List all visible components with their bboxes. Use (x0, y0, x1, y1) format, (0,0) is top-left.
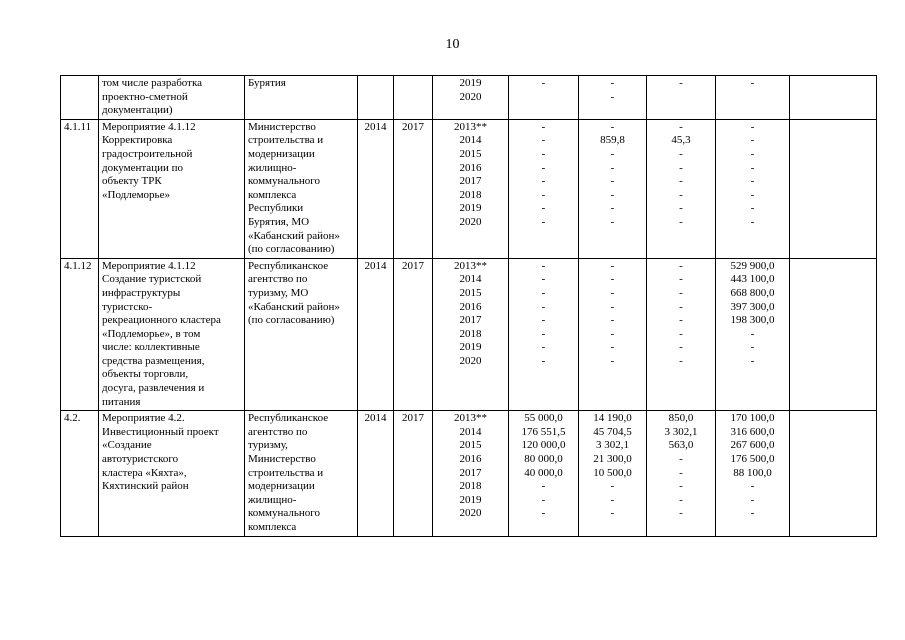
funding-value: - (610, 147, 615, 160)
funding-value: - (541, 259, 546, 272)
funding-value: 859,8 (600, 134, 625, 147)
measure-executor (245, 258, 358, 411)
executor-line: комплекса (248, 188, 297, 201)
measure-number (61, 76, 99, 120)
funding-value: - (750, 341, 755, 354)
start-year: 2014 (358, 119, 394, 258)
funding-value: - (541, 286, 546, 299)
funding-value: - (541, 215, 546, 228)
measure-name (99, 119, 245, 258)
start-year: 2014 (358, 258, 394, 411)
funding-value: 45,3 (671, 134, 691, 147)
executor-line: модернизации (248, 147, 315, 160)
executor-line: туризму, МО (248, 286, 309, 299)
funding-value: - (541, 354, 546, 367)
executor-line: Республиканское (248, 412, 329, 425)
funding-value: - (679, 453, 683, 466)
funding-value: - (610, 202, 615, 215)
measure-name-line: Мероприятие 4.2. (102, 412, 185, 425)
funding-value: - (610, 507, 615, 520)
measure-name-line: Мероприятие 4.1.12 (102, 120, 196, 133)
financing-year: 2017 (459, 314, 482, 327)
funding-value: - (750, 327, 755, 340)
funding-value: - (541, 161, 546, 174)
funding-column-2 (579, 258, 647, 411)
measure-name (99, 76, 245, 120)
measure-number: 4.1.12 (61, 258, 99, 411)
funding-value: - (679, 202, 683, 215)
funding-value: 529 900,0 (730, 259, 775, 272)
financing-year: 2014 (459, 273, 482, 286)
funding-value: - (541, 134, 546, 147)
executor-line: (по согласованию) (248, 243, 335, 256)
funding-value: - (679, 341, 683, 354)
funding-value: 443 100,0 (730, 273, 775, 286)
financing-year: 2020 (459, 215, 482, 228)
funding-value: - (679, 188, 683, 201)
funding-value: - (750, 507, 755, 520)
funding-column-1 (509, 76, 579, 120)
end-year: 2017 (394, 119, 433, 258)
measure-name-line: «Создание (102, 439, 152, 452)
funding-value: - (541, 493, 546, 506)
funding-value: 397 300,0 (730, 300, 775, 313)
funding-value: - (541, 188, 546, 201)
funding-value: 316 600,0 (730, 425, 775, 438)
funding-value: - (610, 175, 615, 188)
measure-name-line: Инвестиционный проект (102, 425, 219, 438)
executor-line: Министерство (248, 453, 316, 466)
funding-value: - (750, 134, 755, 147)
measure-name-line: объекту ТРК (102, 175, 162, 188)
executor-line: коммунального (248, 507, 320, 520)
funding-value: - (610, 314, 615, 327)
measure-name-line: градостроительной (102, 147, 193, 160)
funding-value: - (750, 175, 755, 188)
funding-column-1 (509, 411, 579, 536)
measure-name-line: Кяхтинский район (102, 480, 189, 493)
measure-name-line: документации по (102, 161, 183, 174)
executor-line: модернизации (248, 480, 315, 493)
funding-value: - (610, 188, 615, 201)
funding-value: - (610, 215, 615, 228)
measure-number: 4.2. (61, 411, 99, 536)
table-row (61, 258, 877, 411)
executor-line: агентство по (248, 273, 308, 286)
funding-value: - (610, 354, 615, 367)
funding-value: - (541, 273, 546, 286)
financing-year: 2019 (459, 77, 482, 89)
funding-value: - (679, 327, 683, 340)
executor-line: Бурятия (248, 77, 286, 89)
measure-name-line: Корректировка (102, 134, 173, 147)
executor-line: Республиканское (248, 259, 329, 272)
measure-name-line: автотуристского (102, 453, 179, 466)
funding-value: - (750, 493, 755, 506)
funding-column-4 (716, 76, 790, 120)
funding-value: - (750, 77, 755, 89)
funding-value: - (610, 300, 615, 313)
funding-value: 170 100,0 (730, 412, 775, 425)
funding-value: - (610, 493, 615, 506)
table-body (61, 76, 877, 537)
page-number: 10 (445, 37, 460, 52)
measure-executor (245, 119, 358, 258)
funding-value: - (679, 215, 683, 228)
executor-line: Бурятия, МО (248, 215, 310, 228)
financing-year: 2019 (459, 341, 482, 354)
measure-name-line: туристско- (102, 300, 153, 313)
funding-value: - (750, 147, 755, 160)
funding-column-3 (647, 258, 716, 411)
measure-name-line: досуга, развлечения и (102, 382, 205, 395)
funding-value: 120 000,0 (521, 439, 566, 452)
measure-name-line: кластера «Кяхта», (102, 466, 187, 479)
funding-value: 198 300,0 (730, 314, 775, 327)
funding-value (512, 91, 575, 105)
financing-year: 2013** (454, 120, 487, 133)
end-year: 2017 (394, 411, 433, 536)
financing-year: 2018 (459, 188, 482, 201)
funding-value: - (610, 120, 615, 133)
executor-line: Республики (248, 202, 304, 215)
funding-column-3 (647, 76, 716, 120)
funding-value: 55 000,0 (524, 412, 563, 425)
funding-value: - (610, 273, 615, 286)
start-year (358, 76, 394, 120)
financing-year: 2015 (459, 147, 482, 160)
funding-column-2 (579, 411, 647, 536)
funding-value: - (679, 300, 683, 313)
financing-years (433, 119, 509, 258)
funding-value: - (610, 286, 615, 299)
financing-years (433, 76, 509, 120)
executor-line: жилищно- (248, 161, 297, 174)
funding-value: 21 300,0 (593, 453, 632, 466)
executor-line: «Кабанский район» (248, 300, 340, 313)
start-year: 2014 (358, 411, 394, 536)
funding-value: - (610, 341, 615, 354)
funding-column-1 (509, 258, 579, 411)
financing-year: 2020 (459, 90, 482, 103)
funding-value: 176 500,0 (730, 453, 775, 466)
funding-value: - (541, 507, 546, 520)
measure-name-line: документации) (102, 104, 173, 117)
executor-line: комплекса (248, 521, 297, 533)
funding-value: - (679, 314, 683, 327)
measure-name-line: том числе разработка (102, 77, 203, 89)
funding-value (650, 91, 712, 105)
measure-executor (245, 411, 358, 536)
funding-column-2 (579, 76, 647, 120)
funding-value: - (679, 147, 683, 160)
notes-cell (790, 119, 877, 258)
funding-value: - (610, 480, 615, 493)
funding-value: 176 551,5 (521, 425, 566, 438)
funding-value: - (679, 161, 683, 174)
funding-value: - (541, 202, 546, 215)
executor-line: строительства и (248, 134, 324, 147)
executor-line: туризму, (248, 439, 288, 452)
funding-value: - (541, 480, 546, 493)
funding-value: - (679, 493, 683, 506)
funding-value: - (610, 161, 615, 174)
funding-value: 88 100,0 (733, 466, 772, 479)
table-row (61, 119, 877, 258)
funding-value: - (541, 314, 546, 327)
funding-value: 80 000,0 (524, 453, 563, 466)
funding-value (719, 91, 786, 105)
funding-column-2 (579, 119, 647, 258)
executor-line: «Кабанский район» (248, 229, 340, 242)
executor-line: агентство по (248, 425, 308, 438)
funding-value: - (750, 120, 755, 133)
funding-column-3 (647, 119, 716, 258)
funding-value: - (541, 341, 546, 354)
measure-name-line: инфраструктуры (102, 286, 181, 299)
funding-value: - (750, 480, 755, 493)
funding-value: 40 000,0 (524, 466, 563, 479)
funding-value: - (679, 354, 683, 367)
table-row (61, 76, 877, 120)
funding-value: - (541, 120, 546, 133)
executor-line: коммунального (248, 175, 320, 188)
executor-line: строительства и (248, 466, 324, 479)
financing-year: 2014 (459, 134, 482, 147)
funding-value: 45 704,5 (593, 425, 632, 438)
funding-value: - (610, 77, 615, 89)
measure-name-line: «Подлеморье», в том (102, 327, 201, 340)
financing-year: 2018 (459, 480, 482, 493)
funding-value: 850,0 (668, 412, 694, 425)
financing-year: 2018 (459, 327, 482, 340)
funding-value: - (541, 77, 546, 89)
measure-name-line: питания (102, 395, 141, 408)
executor-line: Министерство (248, 120, 316, 133)
funding-column-4 (716, 119, 790, 258)
measure-name-line: числе: коллективные (102, 341, 200, 354)
funding-value: - (750, 215, 755, 228)
notes-cell (790, 76, 877, 120)
funding-value: 3 302,1 (596, 439, 629, 452)
financing-year: 2015 (459, 439, 482, 452)
funding-value: - (610, 259, 615, 272)
financing-year: 2014 (459, 425, 482, 438)
funding-value: - (679, 286, 683, 299)
financing-years (433, 258, 509, 411)
financing-year: 2016 (459, 453, 482, 466)
financing-year: 2016 (459, 300, 482, 313)
funding-value: 3 302,1 (664, 425, 698, 438)
table-row (61, 411, 877, 536)
financing-year: 2019 (459, 202, 482, 215)
financing-year: 2020 (459, 507, 482, 520)
measure-name-line: Мероприятие 4.1.12 (102, 259, 196, 272)
funding-value: 563,0 (668, 439, 694, 452)
executor-line: жилищно- (248, 493, 297, 506)
measure-name-line: средства размещения, (102, 354, 205, 367)
funding-value: - (750, 188, 755, 201)
measure-name-line: проектно-сметной (102, 90, 188, 103)
funding-value: 668 800,0 (730, 286, 775, 299)
funding-value: - (750, 161, 755, 174)
funding-value: - (679, 273, 683, 286)
financing-years (433, 411, 509, 536)
funding-column-4 (716, 411, 790, 536)
funding-value: 10 500,0 (593, 466, 632, 479)
measure-executor (245, 76, 358, 120)
funding-value: - (679, 466, 683, 479)
funding-value: - (541, 147, 546, 160)
funding-column-1 (509, 119, 579, 258)
funding-value: 267 600,0 (730, 439, 775, 452)
financing-year: 2016 (459, 161, 482, 174)
notes-cell (790, 258, 877, 411)
funding-value: - (679, 120, 683, 133)
funding-value: - (541, 175, 546, 188)
measure-name-line: «Подлеморье» (102, 188, 170, 201)
funding-value: - (679, 77, 683, 89)
funding-value: - (610, 327, 615, 340)
financing-year: 2020 (459, 354, 482, 367)
program-measures-table (60, 75, 877, 537)
end-year (394, 76, 433, 120)
financing-year: 2017 (459, 466, 482, 479)
funding-value: - (750, 354, 755, 367)
financing-year: 2019 (459, 493, 482, 506)
measure-name-line: объекты торговли, (102, 368, 189, 381)
measure-name (99, 411, 245, 536)
financing-year: 2013** (454, 259, 487, 272)
funding-value: - (541, 300, 546, 313)
funding-value: - (750, 202, 755, 215)
measure-name (99, 258, 245, 411)
measure-name-line: рекреационного кластера (102, 314, 221, 327)
funding-value: - (541, 327, 546, 340)
measure-name-line: Создание туристской (102, 273, 202, 286)
financing-year: 2015 (459, 286, 482, 299)
funding-value: 14 190,0 (593, 412, 632, 425)
financing-year: 2013** (454, 412, 487, 425)
funding-column-3 (647, 411, 716, 536)
funding-value: - (610, 90, 615, 103)
end-year: 2017 (394, 258, 433, 411)
funding-value: - (679, 480, 683, 493)
funding-value: - (679, 507, 683, 520)
funding-value: - (679, 175, 683, 188)
funding-column-4 (716, 258, 790, 411)
notes-cell (790, 411, 877, 536)
executor-line: (по согласованию) (248, 314, 335, 327)
funding-value: - (679, 259, 683, 272)
financing-year: 2017 (459, 175, 482, 188)
measure-number: 4.1.11 (61, 119, 99, 258)
